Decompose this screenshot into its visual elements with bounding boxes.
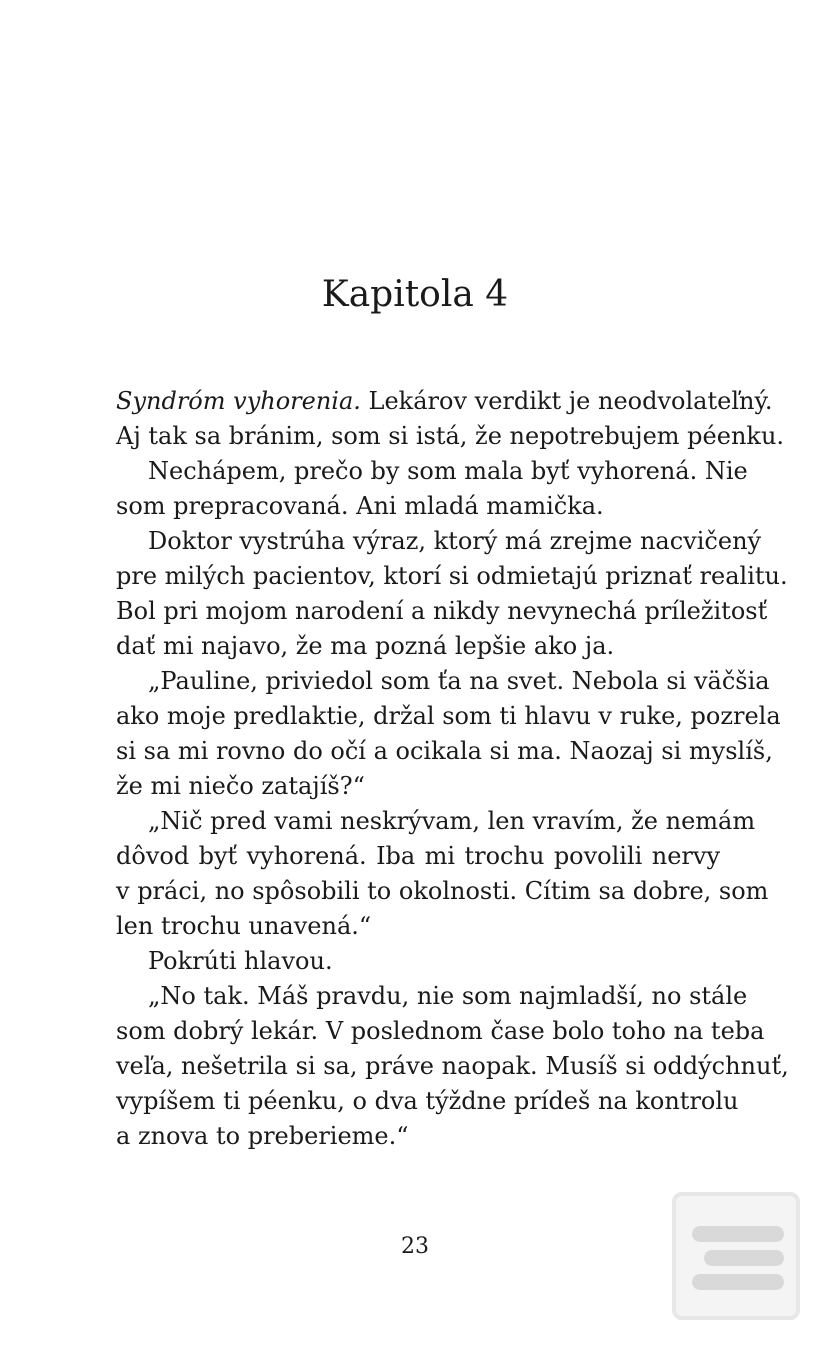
chapter-title: Kapitola 4 — [321, 274, 509, 315]
book-bar — [692, 1226, 784, 1242]
stacked-books-icon — [672, 1192, 800, 1320]
text-line: a znova to preberieme.“ — [116, 1122, 409, 1150]
text-line: som prepracovaná. Ani mladá mamička. — [116, 492, 604, 520]
text-line: Nechápem, prečo by som mala byť vyhorená. Nie — [148, 457, 748, 485]
text-line: Aj tak sa bránim, som si istá, že nepotrebujem péenku. — [116, 422, 785, 450]
text-line: Pokrúti hlavou. — [148, 947, 333, 975]
text-line: v práci, no spôsobili to okolnosti. Cítim sa dobre, som — [116, 877, 769, 905]
text-line: si sa mi rovno do očí a ocikala si ma. Naozaj si myslíš, — [116, 737, 773, 765]
text-line: veľa, nešetrila si sa, práve naopak. Musíš si oddýchnuť, — [116, 1052, 789, 1080]
text-line: dôvod byť vyhorená. Iba mi trochu povolili nervy — [116, 842, 720, 870]
text-line: že mi niečo zatajíš?“ — [116, 772, 365, 800]
text-line: vypíšem ti péenku, o dva týždne prídeš na kontrolu — [116, 1087, 739, 1115]
page-number: 23 — [401, 1234, 429, 1259]
book-bar — [704, 1250, 784, 1266]
italic-lead: Syndróm vyhorenia. — [116, 387, 361, 415]
text-line: len trochu unavená.“ — [116, 912, 372, 940]
text-line: Bol pri mojom narodení a nikdy nevynechá príležitosť — [116, 597, 768, 625]
text-line: „Pauline, priviedol som ťa na svet. Nebola si väčšia — [148, 667, 770, 695]
line-text: Lekárov verdikt je neodvolateľný. — [360, 387, 773, 415]
body-text — [116, 384, 789, 1154]
text-line — [116, 384, 773, 419]
book-bar — [692, 1274, 784, 1290]
text-line: ako moje predlaktie, držal som ti hlavu v ruke, pozrela — [116, 702, 781, 730]
text-line: pre milých pacientov, ktorí si odmietajú priznať realitu. — [116, 562, 788, 590]
text-line: Doktor vystrúha výraz, ktorý má zrejme nacvičený — [148, 527, 762, 555]
text-line: „Nič pred vami neskrývam, len vravím, že nemám — [148, 807, 756, 835]
text-line: „No tak. Máš pravdu, nie som najmladší, no stále — [148, 982, 748, 1010]
text-line: dať mi najavo, že ma pozná lepšie ako ja. — [116, 632, 615, 660]
text-line: som dobrý lekár. V poslednom čase bolo toho na teba — [116, 1017, 765, 1045]
